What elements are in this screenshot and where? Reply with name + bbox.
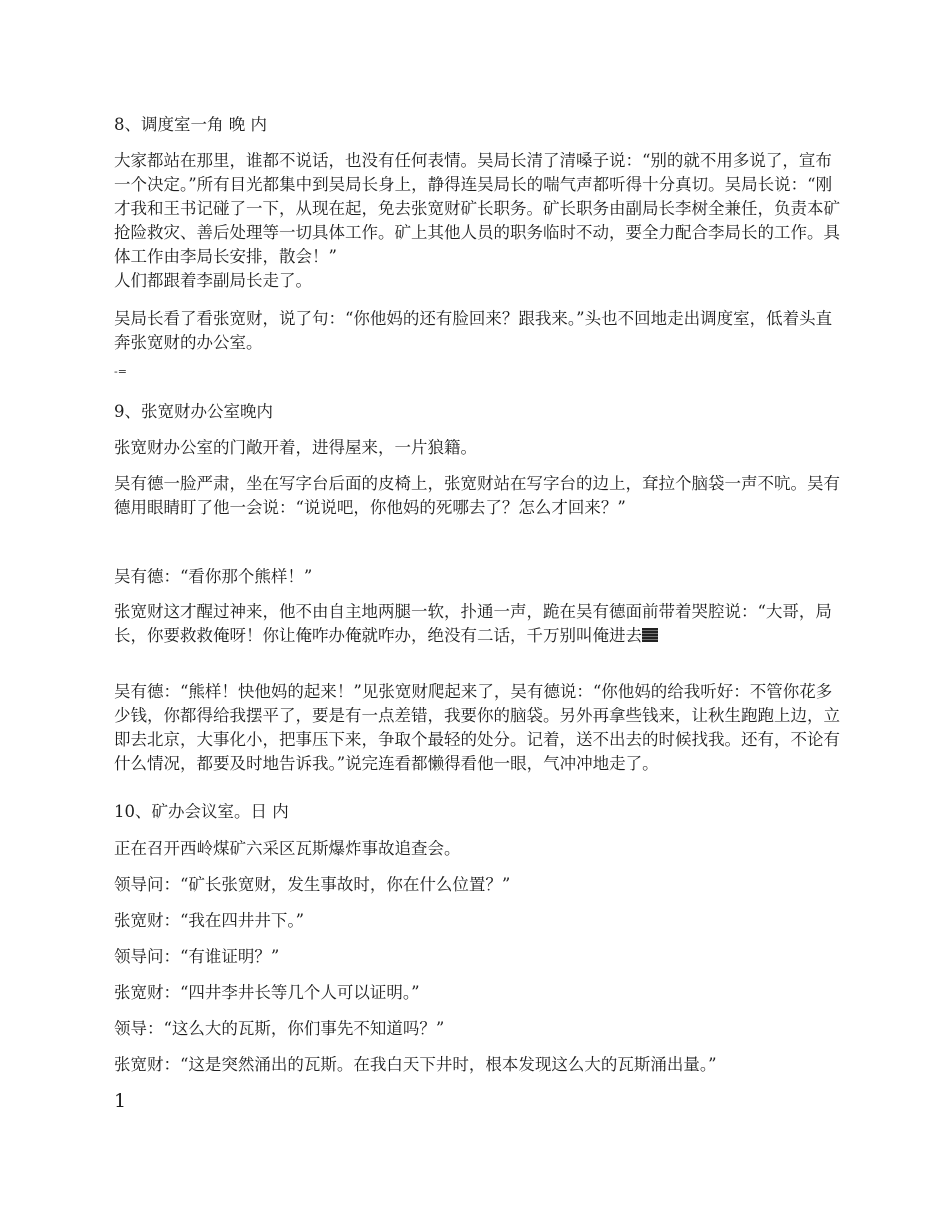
redaction-mark [642,628,658,642]
scene-8-paragraph-1: 大家都站在那里，谁都不说话，也没有任何表情。吴局长清了清嗓子说：“别的就不用多说了，宣布一个决定。”所有目光都集中到吴局长身上，静得连吴局长的喘气声都听得十分真切。吴局长说：“刚才我和王书记碰了一下，从现在起，免去张宽财矿长职务。矿长职务由副局长李树全兼任，负责本矿抢险救灾、善后处理等一切具体工作。矿上其他人员的职务临时不动，要全力配合李局长的工作。具体工作由李局长安排，散会！” [114,151,840,266]
scene-10-line-2: 张宽财：“我在四井井下。” [114,911,305,930]
scene-9-paragraph-1: 张宽财办公室的门敞开着，进得屋来，一片狼籍。 [114,438,477,457]
scene-10-line-5: 领导：“这么大的瓦斯，你们事先不知道吗？” [114,1019,445,1038]
page-number: 1 [114,1090,127,1112]
scene-8-paragraph-2: 人们都跟着李副局长走了。 [114,271,312,290]
scene-10-line-6: 张宽财：“这是突然涌出的瓦斯。在我白天下井时，根本发现这么大的瓦斯涌出量。” [114,1055,717,1074]
scene-10-line-4: 张宽财：“四井李井长等几个人可以证明。” [114,983,420,1002]
section-separator: -= [114,365,127,378]
scene-8-paragraph-3: 吴局长看了看张宽财，说了句：“你他妈的还有脸回来？跟我来。”头也不回地走出调度室，低着头直奔张宽财的办公室。 [114,309,833,352]
scene-8-heading: 8、调度室一角 晚 内 [114,115,267,134]
scene-9-paragraph-3: 吴有德：“看你那个熊样！” [114,567,313,586]
scene-9-paragraph-5: 吴有德：“熊样！快他妈的起来！”见张宽财爬起来了，吴有德说：“你他妈的给我听好：不管你花多少钱，你都得给我摆平了，要是有一点差错，我要你的脑袋。另外再拿些钱来，让秋生跑跑上边，立即去北京，大事化小，把事压下来，争取个最轻的处分。记着，送不出去的时候找我。还有，不论有什么情况，都要及时地告诉我。”说完连看都懒得看他一眼，气冲冲地走了。 [114,682,840,773]
scene-10-heading: 10、矿办会议室。日 内 [114,802,289,821]
scene-10-paragraph-1: 正在召开西岭煤矿六采区瓦斯爆炸事故追查会。 [114,839,461,858]
scene-9-paragraph-4-text: 张宽财这才醒过神来，他不由自主地两腿一软，扑通一声，跪在吴有德面前带着哭腔说：“大哥，局长，你要救救俺呀！你让俺咋办俺就咋办，绝没有二话，千万别叫俺进去 [114,602,832,645]
scene-10-line-1: 领导问：“矿长张宽财，发生事故时，你在什么位置？” [114,875,511,894]
scene-9-heading: 9、张宽财办公室晚内 [114,402,273,421]
scene-9-paragraph-2: 吴有德一脸严肃，坐在写字台后面的皮椅上，张宽财站在写字台的边上，耷拉个脑袋一声不吭。吴有德用眼睛盯了他一会说：“说说吧，你他妈的死哪去了？怎么才回来？” [114,474,840,517]
scene-9-paragraph-4 [114,600,844,648]
scene-10-line-3: 领导问：“有谁证明？” [114,947,280,966]
